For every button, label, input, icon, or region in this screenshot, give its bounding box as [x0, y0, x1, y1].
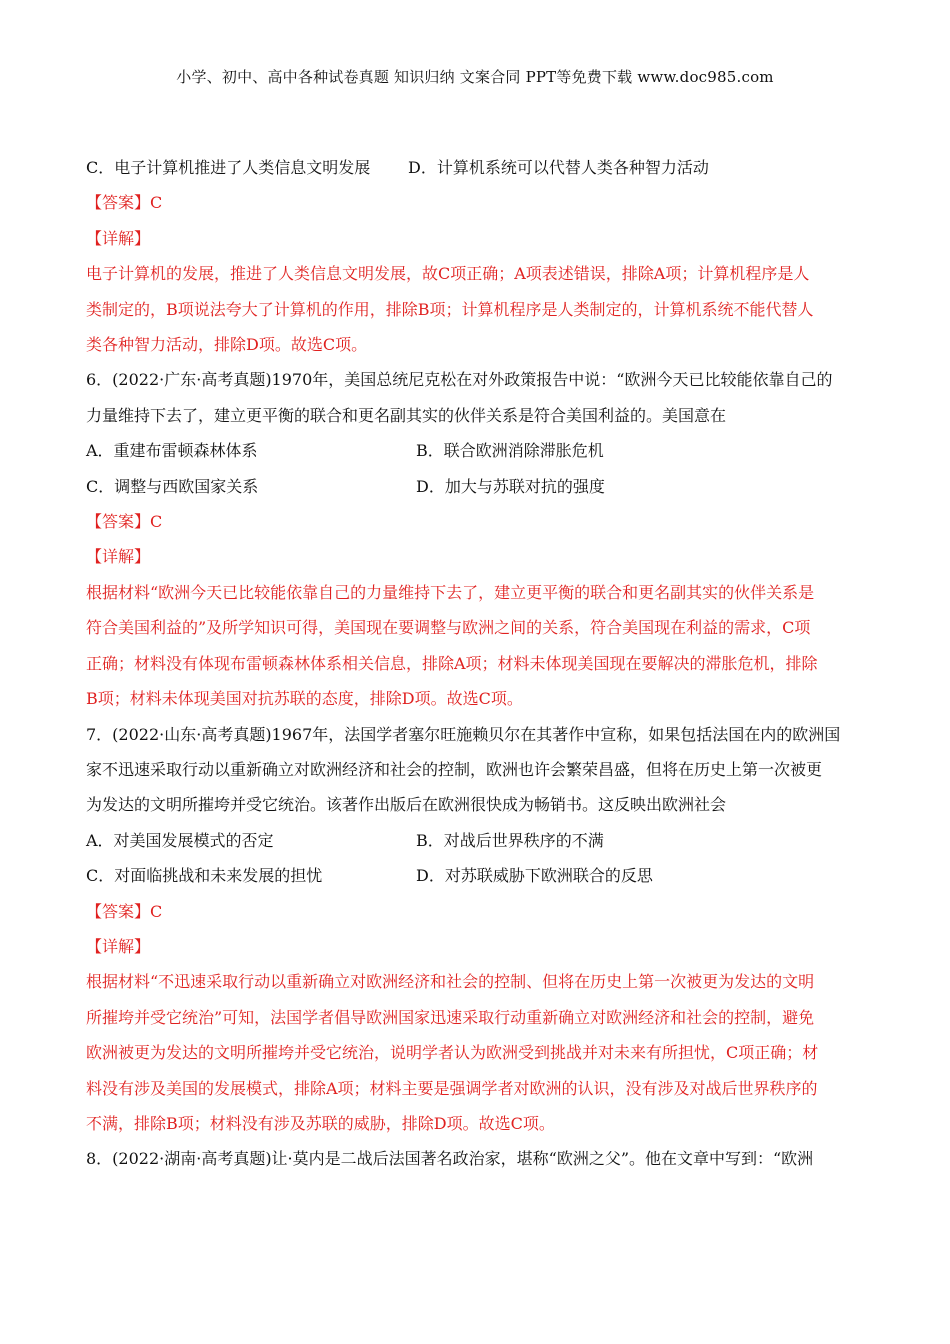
q7-explanation-line: 所摧垮并受它统治”可知，法国学者倡导欧洲国家迅速采取行动重新确立对欧洲经济和社会的控制，避免	[86, 1007, 815, 1027]
q6-stem-line: 6．(2022·广东·高考真题)1970年，美国总统尼克松在对外政策报告中说：“欧洲今天已比较能依靠自己的	[86, 370, 833, 390]
q6-option-c: C．调整与西欧国家关系	[86, 476, 259, 496]
q7-explanation-line: 料没有涉及美国的发展模式，排除A项；材料主要是强调学者对欧洲的认识，没有涉及对战后世界秩序的	[86, 1078, 818, 1098]
q6-answer: 【答案】C	[86, 512, 163, 532]
q7-explanation-line: 欧洲被更为发达的文明所摧垮并受它统治，说明学者认为欧洲受到挑战并对未来有所担忧，C项正确；材	[86, 1043, 819, 1063]
q6-explanation-line: B项；材料未体现美国对抗苏联的态度，排除D项。故选C项。	[86, 689, 523, 709]
q7-detail-label: 【详解】	[86, 936, 151, 956]
q7-option-d: D．对苏联威胁下欧洲联合的反思	[416, 866, 653, 886]
q6-option-b: B．联合欧洲消除滞胀危机	[416, 441, 604, 461]
q8-stem-line: 8．(2022·湖南·高考真题)让·莫内是二战后法国著名政治家，堪称“欧洲之父”。他在文章中写到：“欧洲	[86, 1149, 814, 1169]
q5-answer: 【答案】C	[86, 193, 163, 213]
q7-options-row-1	[86, 823, 862, 858]
q7-stem-line: 为发达的文明所摧垮并受它统治。该著作出版后在欧洲很快成为畅销书。这反映出欧洲社会	[86, 795, 727, 815]
q6-stem-line: 力量维持下去了，建立更平衡的联合和更名副其实的伙伴关系是符合美国利益的。美国意在	[86, 405, 727, 425]
q5-option-d: D．计算机系统可以代替人类各种智力活动	[408, 158, 709, 177]
page-header: 小学、初中、高中各种试卷真题 知识归纳 文案合同 PPT等免费下载 www.doc985.com	[176, 68, 774, 86]
q7-explanation-line: 根据材料“不迅速采取行动以重新确立对欧洲经济和社会的控制、但将在历史上第一次被更为发达的文明	[86, 972, 815, 992]
q7-stem-line: 家不迅速采取行动以重新确立对欧洲经济和社会的控制，欧洲也许会繁荣昌盛，但将在历史上第一次被更	[86, 759, 823, 779]
q7-stem-line: 7．(2022·山东·高考真题)1967年，法国学者塞尔旺施赖贝尔在其著作中宣称，如果包括法国在内的欧洲国	[86, 724, 841, 744]
q5-explanation-line: 电子计算机的发展，推进了人类信息文明发展，故C项正确；A项表述错误，排除A项；计算机程序是人	[86, 264, 810, 284]
q5-explanation-line: 类各种智力活动，排除D项。故选C项。	[86, 335, 368, 355]
q7-option-c: C．对面临挑战和未来发展的担忧	[86, 866, 323, 886]
q5-explanation-line: 类制定的，B项说法夸大了计算机的作用，排除B项；计算机程序是人类制定的，计算机系统不能代替人	[86, 299, 814, 319]
q7-options-row-2	[86, 858, 862, 893]
q6-options-row-1	[86, 433, 862, 468]
q5-options-row	[86, 150, 786, 185]
q6-explanation-line: 符合美国利益的”及所学知识可得，美国现在要调整与欧洲之间的关系，符合美国现在利益的需求，C项	[86, 618, 811, 638]
q7-option-b: B．对战后世界秩序的不满	[416, 830, 604, 850]
q6-detail-label: 【详解】	[86, 547, 151, 567]
q6-options-row-2	[86, 469, 862, 504]
q7-explanation-line: 不满，排除B项；材料没有涉及苏联的威胁，排除D项。故选C项。	[86, 1113, 555, 1133]
q7-option-a: A．对美国发展模式的否定	[86, 830, 274, 850]
q6-explanation-line: 根据材料“欧洲今天已比较能依靠自己的力量维持下去了，建立更平衡的联合和更名副其实的伙伴关系是	[86, 582, 815, 602]
q6-option-d: D．加大与苏联对抗的强度	[416, 476, 605, 496]
document-body	[86, 150, 862, 1177]
q5-option-c: C．电子计算机推进了人类信息文明发展	[86, 158, 371, 177]
q6-explanation-line: 正确；材料没有体现布雷顿森林体系相关信息，排除A项；材料未体现美国现在要解决的滞胀危机，排除	[86, 653, 818, 673]
q7-answer: 【答案】C	[86, 901, 163, 921]
q5-detail-label: 【详解】	[86, 228, 151, 248]
q6-option-a: A．重建布雷顿森林体系	[86, 441, 258, 461]
